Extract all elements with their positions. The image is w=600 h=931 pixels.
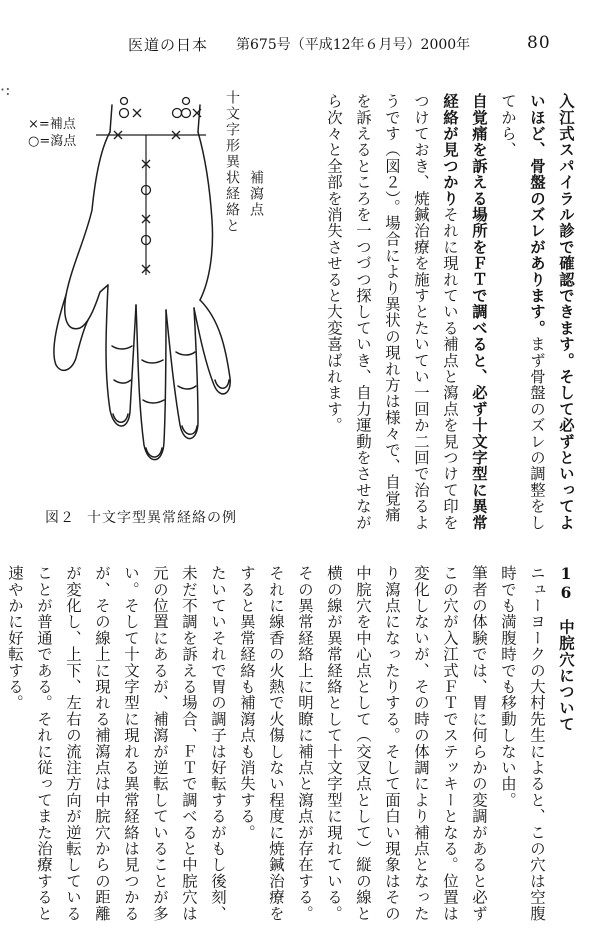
figure-caption-text: 十文字型異常経絡の例 [87,510,237,526]
page-header [0,0,600,60]
section-16-heading: 16 中脘穴について [557,565,575,733]
figure-legend [28,116,76,150]
middle-finger-outline [136,305,166,460]
hand-outline [65,132,110,329]
drain-point-marker [183,98,190,105]
issue-info: 第675号（平成12年６月号）2000年 [236,37,471,53]
drain-point-marker [182,109,191,118]
upper-p2-rest: それに現れている補点と瀉点を見つけて印をつけておき、焼鍼治療を施すとたいてい一回か二回で治るようです（図２）。場合により異状の現れ方は様々で、自覚痛を訴えるところを一つづつ探していき、自力運動をさせながら次々と全部を消失させると大変喜ばれます。 [325,93,459,531]
figure-caption-number: 図２ [45,510,75,526]
drain-point-marker [120,109,129,118]
drain-point-marker [173,109,182,118]
legend-item-drain: ○=瀉点 [28,134,77,149]
tonify-point-marker [133,109,141,117]
meridian-markers [114,98,201,274]
little-finger-outline [194,300,230,394]
legend-label-drain: 瀉点 [50,134,77,149]
ring-finger-outline [166,308,198,439]
figure-label-points: 補瀉点 [248,170,264,218]
section-16-paragraph-3: たいていそれで胃の調子は好転するがもし後刻、未だ不調を訴える場合、ＦＴで調べると中脘穴は元の位置にあるが、補瀉が逆転していることが多い。そして十文字型に現れる異常経絡は見つかるが、その線上に現れる補瀉点は中脘穴からの距離が変化し、上下、左右の流注方向が逆転していることが普通である。それに従ってまた治療すると速やかに好転する。 [6,565,227,922]
thumb-outline [54,295,88,370]
figure-label-cross-meridian: 十文字形異状経絡と [224,90,240,234]
index-finger-outline [106,285,136,426]
upper-text-block [260,93,580,533]
figure-2 [0,80,280,550]
upper-p1-rest: まず骨盤のズレの調整をしてから、 [499,93,546,531]
page-number: 80 [527,33,551,53]
upper-p1-bold: 入江式スパイラル診で確認できます。そして必ずといってよいほど、骨盤のズレがあります。 [528,93,575,531]
section-16-paragraph-2: 筆者の体験では、胃に何らかの変調があると必ずこの穴が入江式ＦＴでステッキーとなる。位置は変化しないが、その時の体調により補点となったり瀉点になったりする。そして面白い現象はその中脘穴を中心点として（交叉点として）縦の線と横の線が異常経絡として十文字型に現れている。その異常経絡上に明瞭に補点と瀉点が存在する。それに線香の火熱で火傷しない程度に焼鍼治療をすると異常経絡も補瀉点も消失する。 [238,565,488,922]
upper-paragraph-1 [493,93,580,533]
drain-point-marker [121,98,128,105]
upper-paragraph-2 [319,93,493,533]
figure-caption [45,507,237,527]
circle-icon: ○ [28,134,40,149]
legend-label-tonify: 補点 [49,117,76,132]
publication-name: 医道の日本 [128,36,209,54]
legend-item-tonify: ×=補点 [28,117,76,132]
upper-p2-bold: 自覚痛を訴える場所をＦＴで調べると、必ず十文字型に異常経絡が見つかり [441,93,488,531]
section-16-paragraph-1: ニューヨークの大村先生によると、この穴は空腹時でも満腹時でも移動しない由。 [499,565,546,922]
lower-text-block [0,565,580,923]
cross-icon: × [28,117,39,132]
margin-specks: ·: [0,80,11,99]
